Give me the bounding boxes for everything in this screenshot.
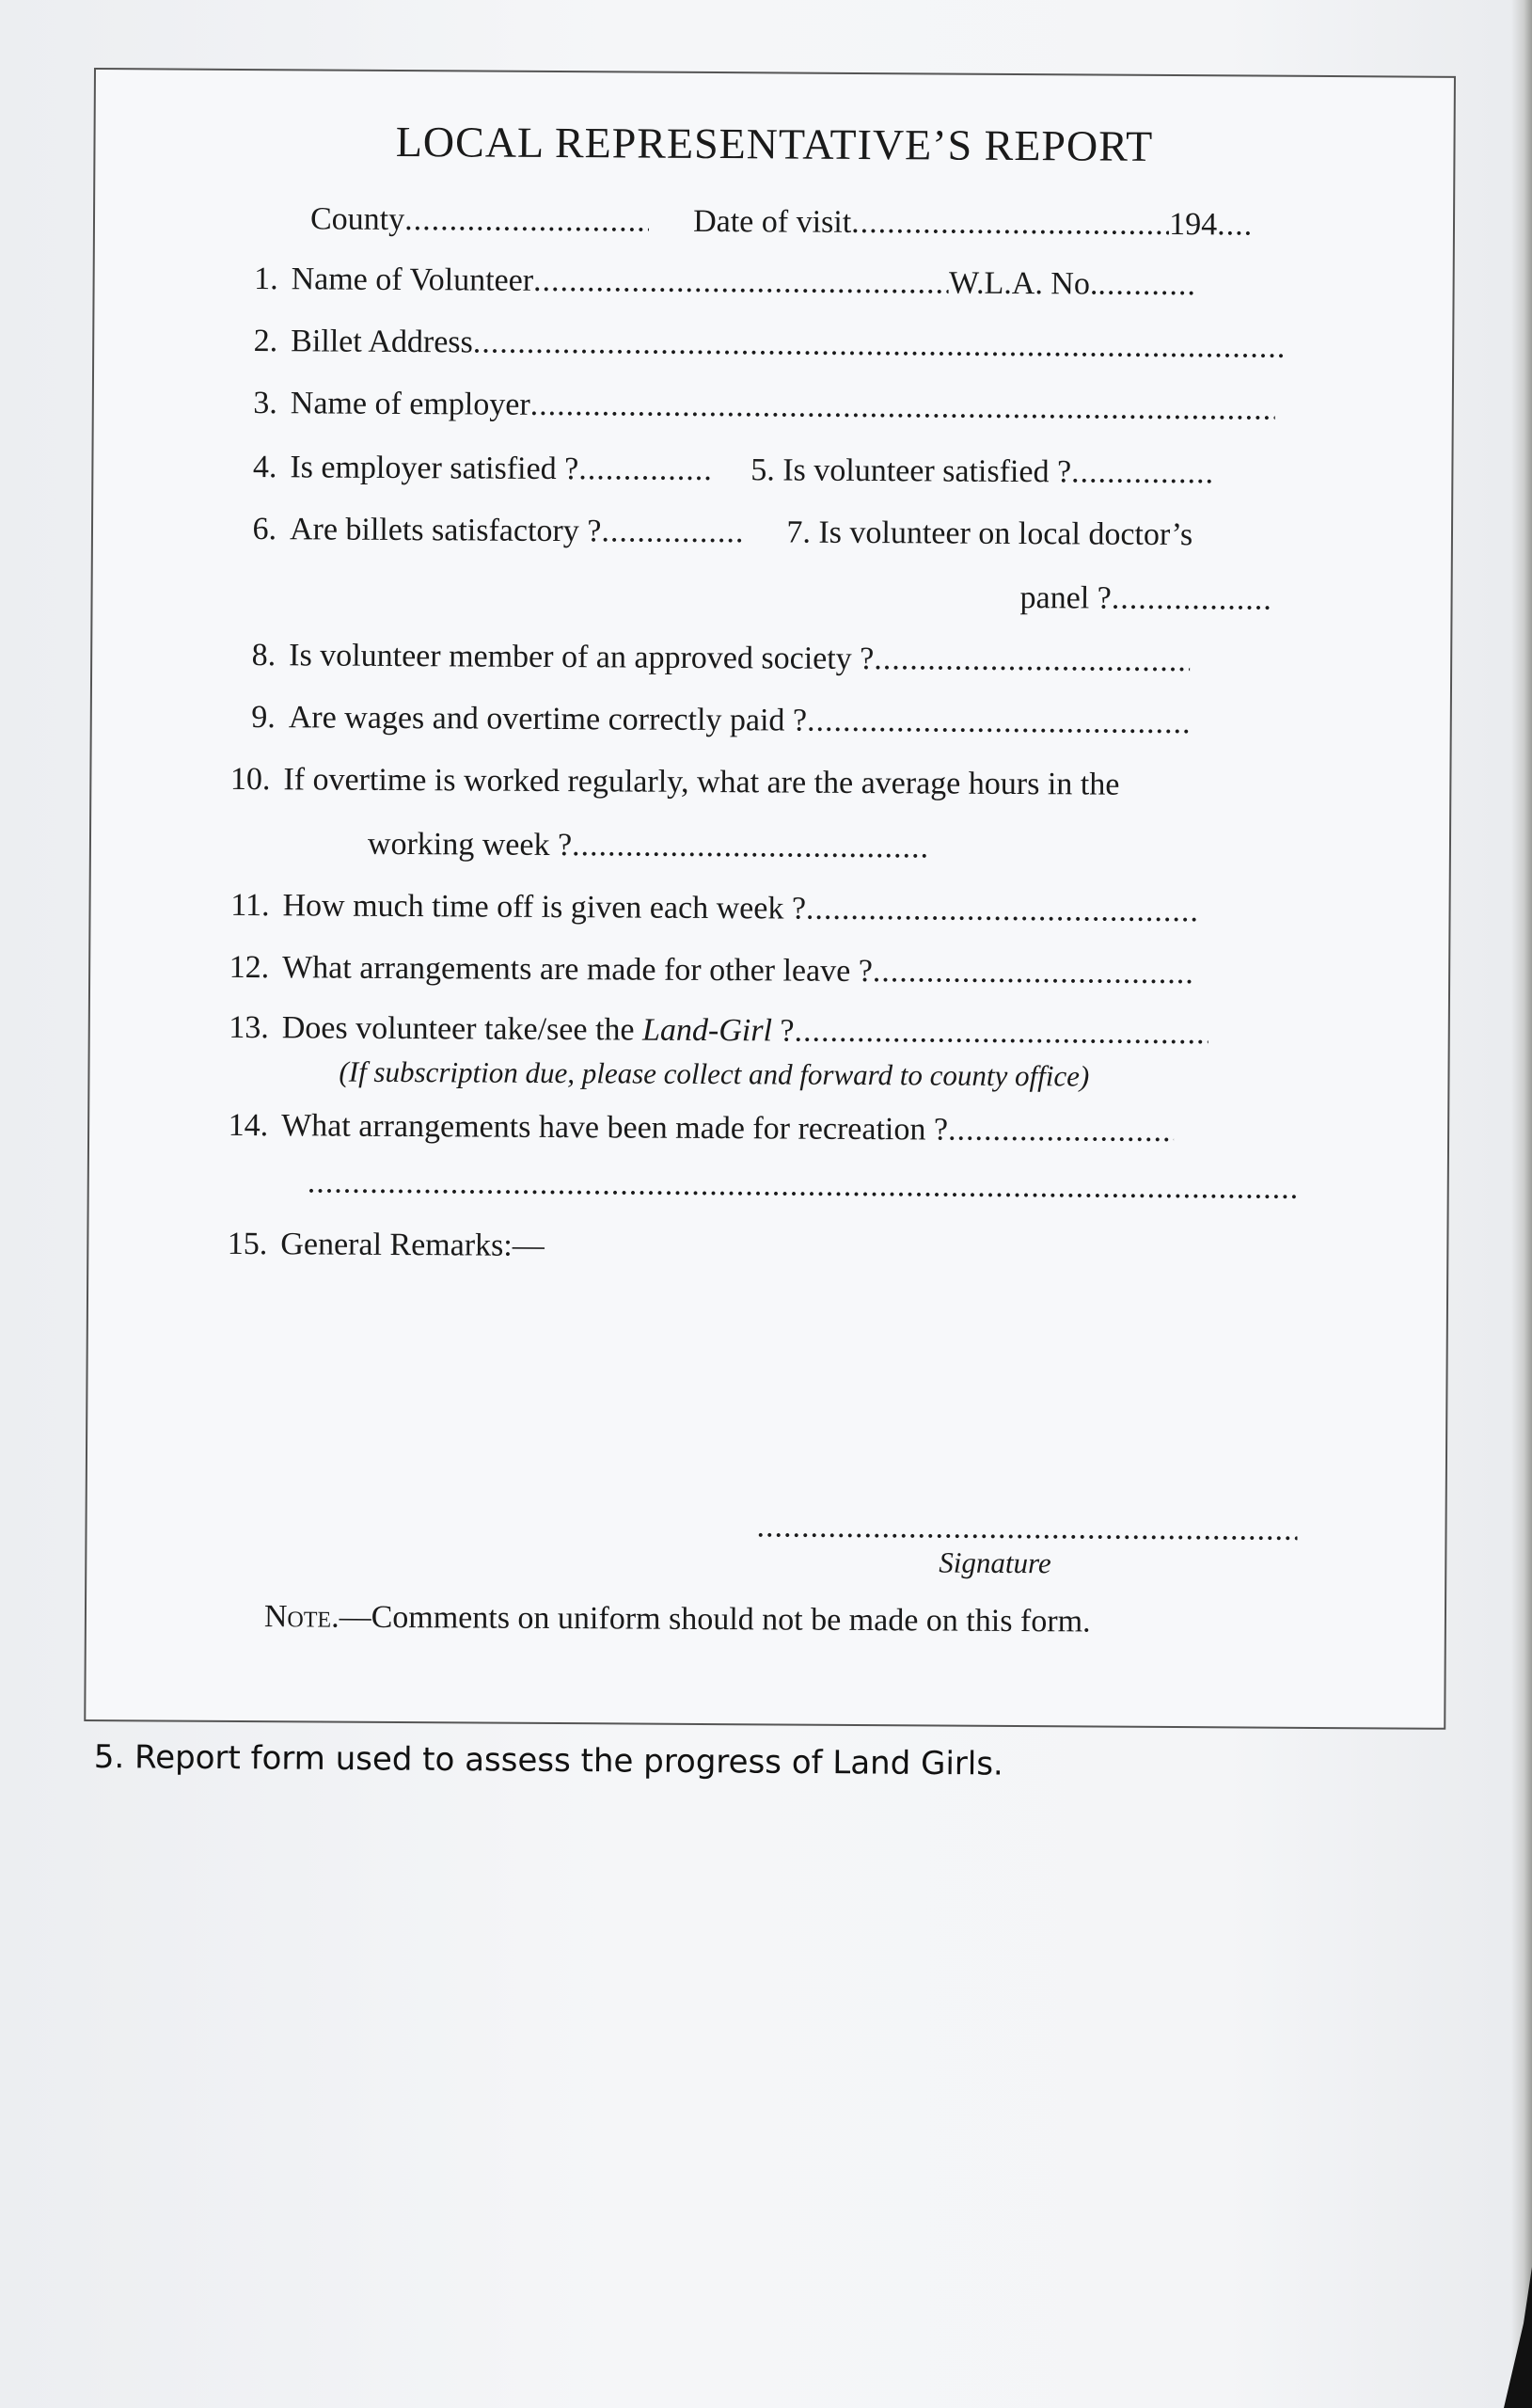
note-text: —Comments on uniform should not be made on this form.: [339, 1599, 1091, 1640]
item-label: panel ?: [1019, 580, 1112, 616]
land-girl-title: Land-Girl: [641, 1012, 773, 1049]
item-3: [230, 383, 1275, 431]
employer-field[interactable]: [530, 385, 1275, 431]
county-row: [310, 198, 1255, 246]
employer-satisfied-field[interactable]: [578, 449, 710, 491]
working-week-field[interactable]: [572, 825, 929, 868]
note-label: Note.: [263, 1599, 340, 1635]
item-number: 8.: [251, 638, 276, 673]
item-label: Is volunteer on local doctor’s: [818, 515, 1193, 553]
doctor-panel-field[interactable]: [1112, 578, 1271, 621]
item-number: 6.: [252, 512, 277, 547]
time-off-field[interactable]: [806, 889, 1199, 933]
page-edge-shadow: [1511, 0, 1532, 2408]
item-9: [229, 697, 1193, 744]
item-number: 12.: [229, 949, 270, 986]
item-2: [230, 321, 1284, 369]
item-8: [229, 635, 1190, 682]
other-leave-field[interactable]: [873, 951, 1192, 994]
item-6-7: [229, 509, 1192, 556]
date-field[interactable]: [851, 202, 1169, 246]
report-form: [84, 68, 1456, 1730]
wages-field[interactable]: [807, 701, 1192, 745]
item-number: 10.: [229, 761, 271, 798]
item-11: [222, 885, 1199, 932]
year-label: 194: [1169, 206, 1218, 243]
item-number: 9.: [251, 700, 276, 736]
item-10: [223, 759, 1119, 806]
item-label: Is volunteer member of an approved society ?: [289, 638, 875, 677]
item-label: working week ?: [367, 826, 573, 863]
item-7-continued: [1019, 578, 1271, 621]
item-label: General Remarks:—: [280, 1227, 545, 1263]
item-10-continued: [368, 824, 929, 869]
item-label-suffix: ?: [771, 1013, 795, 1049]
item-13: [222, 1007, 1208, 1054]
recreation-field[interactable]: [948, 1110, 1174, 1152]
signature-label: Signature: [939, 1545, 1051, 1580]
item-number: 15.: [227, 1226, 268, 1262]
wla-label: W.L.A. No.: [948, 265, 1098, 302]
item-label: What arrangements have been made for recreation ?: [281, 1108, 949, 1148]
item-14-continued: [308, 1162, 1300, 1209]
item-label: Name of Volunteer: [291, 261, 534, 298]
form-title: LOCAL REPRESENTATIVE’S REPORT: [395, 117, 1154, 170]
item-number: 7.: [786, 515, 811, 550]
land-girl-field[interactable]: [794, 1011, 1208, 1055]
item-number: 11.: [230, 887, 270, 924]
volunteer-satisfied-field[interactable]: [1071, 452, 1212, 494]
item-label: Are billets satisfactory ?: [289, 512, 602, 549]
item-label: Is volunteer satisfied ?: [782, 452, 1072, 490]
item-number: 5.: [750, 452, 775, 488]
item-number: 14.: [228, 1107, 269, 1144]
item-label: Billet Address: [291, 324, 473, 360]
approved-society-field[interactable]: [874, 639, 1190, 682]
item-label: Does volunteer take/see the: [281, 1010, 643, 1048]
item-15: [220, 1224, 545, 1267]
figure-caption: 5. Report form used to assess the progress of Land Girls.: [93, 1738, 1003, 1783]
county-label: County: [309, 201, 405, 238]
recreation-field-line-2[interactable]: [308, 1162, 1300, 1209]
county-field[interactable]: [404, 199, 649, 243]
item-label: How much time off is given each week ?: [282, 888, 807, 927]
billets-satisfactory-field[interactable]: [601, 511, 742, 553]
item-1: [230, 259, 1195, 306]
subscription-note: (If subscription due, please collect and forward to county office): [339, 1054, 1090, 1093]
year-field[interactable]: [1217, 204, 1255, 246]
item-label: Are wages and overtime correctly paid ?: [288, 700, 808, 738]
item-label: Is employer satisfied ?: [290, 450, 579, 487]
item-label: Name of employer: [290, 386, 530, 422]
item-label: If overtime is worked regularly, what are the average hours in the: [283, 762, 1120, 802]
date-label: Date of visit: [693, 203, 852, 240]
item-4-5: [229, 447, 1212, 494]
item-label: What arrangements are made for other leave ?: [282, 950, 873, 990]
item-12: [222, 947, 1192, 994]
volunteer-name-field[interactable]: [533, 261, 949, 305]
wla-number-field[interactable]: [1098, 264, 1195, 307]
item-number: 1.: [254, 261, 278, 297]
billet-address-field[interactable]: [473, 322, 1284, 368]
item-number: 13.: [229, 1009, 269, 1046]
note-line: [264, 1596, 1091, 1642]
item-number: 2.: [253, 324, 278, 359]
item-number: 3.: [253, 386, 277, 421]
item-number: 4.: [252, 450, 277, 485]
item-14: [221, 1105, 1174, 1152]
